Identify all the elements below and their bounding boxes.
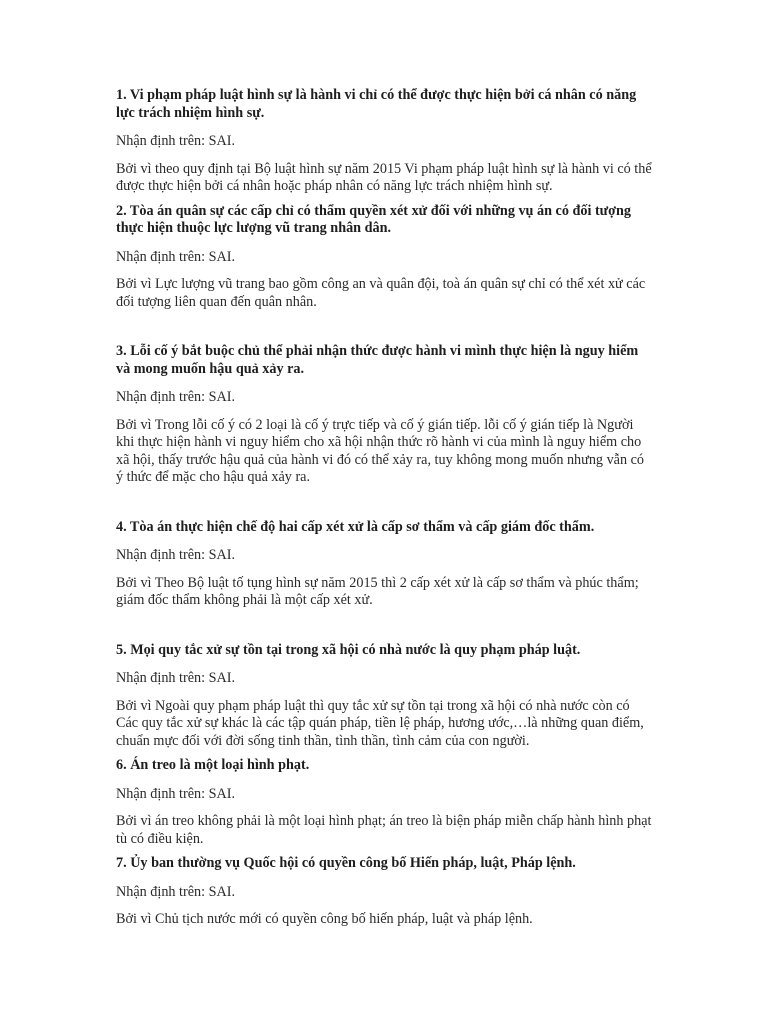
question-2-explanation: Bởi vì Lực lượng vũ trang bao gồm công an và quân đội, toà án quân sự chỉ có thể xét xử các đối tượng liên quan đến quân nhân. [116,276,646,310]
question-item-4 [116,519,654,610]
question-3-verdict: Nhận định trên: SAI. [116,389,236,405]
question-6-explanation: Bởi vì án treo không phải là một loại hình phạt; án treo là biện pháp miễn chấp hành hình phạt tù có điều kiện. [116,813,652,847]
question-3-explanation: Bởi vì Trong lỗi cố ý có 2 loại là cố ý trực tiếp và cố ý gián tiếp. lỗi cố ý gián tiếp là Người khi thực hiện hành vi nguy hiểm cho xã hội nhận thức rõ hành vi của mình là nguy hiểm cho xã hội, thấy trước hậu quả của hành vi đó có thể xảy ra, tuy không mong muốn nhưng vẫn có ý thức để mặc cho hậu quả xảy ra. [116,416,644,485]
spacer [116,487,654,519]
question-7-title: 7. Ủy ban thường vụ Quốc hội có quyền công bố Hiến pháp, luật, Pháp lệnh. [116,855,576,871]
question-item-2 [116,203,654,312]
question-6-title: 6. Án treo là một loại hình phạt. [116,757,310,773]
question-4-verdict: Nhận định trên: SAI. [116,547,236,563]
question-item-6 [116,757,654,848]
question-2-verdict: Nhận định trên: SAI. [116,248,236,265]
question-7-verdict: Nhận định trên: SAI. [116,883,236,900]
question-1-verdict: Nhận định trên: SAI. [116,133,236,149]
question-item-3 [116,343,654,487]
question-6-verdict: Nhận định trên: SAI. [116,785,236,802]
question-4-explanation: Bởi vì Theo Bộ luật tố tụng hình sự năm 2015 thì 2 cấp xét xử là cấp sơ thẩm và phúc thẩm; giám đốc thẩm không phải là một cấp xét xử. [116,574,639,608]
spacer [116,848,654,855]
question-5-title: 5. Mọi quy tắc xử sự tồn tại trong xã hội có nhà nước là quy phạm pháp luật. [116,641,581,658]
question-2-title: 2. Tòa án quân sự các cấp chỉ có thẩm quyền xét xử đối với những vụ án có đối tượng thực hiện thuộc lực lượng vũ trang nhân dân. [116,202,632,236]
document-page [116,87,654,929]
spacer [116,610,654,642]
spacer [116,311,654,343]
question-5-verdict: Nhận định trên: SAI. [116,670,236,686]
question-item-7 [116,855,654,929]
question-1-explanation: Bởi vì theo quy định tại Bộ luật hình sự năm 2015 Vi phạm pháp luật hình sự là hành vi có thể được thực hiện bởi cá nhân hoặc pháp nhân có năng lực trách nhiệm hình sự. [116,160,652,194]
spacer [116,196,654,203]
question-5-explanation: Bởi vì Ngoài quy phạm pháp luật thì quy tắc xử sự tồn tại trong xã hội có nhà nước còn có Các quy tắc xử sự khác là các tập quán pháp, tiền lệ pháp, hương ước,…là những quan điểm, chuẩn mực đối với đời sống tinh thần, tình thần, tình cảm của con người. [116,697,644,749]
question-3-title: 3. Lỗi cố ý bắt buộc chủ thể phải nhận thức được hành vi mình thực hiện là nguy hiểm và mong muốn hậu quả xảy ra. [116,343,639,377]
spacer [116,750,654,757]
question-item-1 [116,87,654,196]
question-7-explanation: Bởi vì Chủ tịch nước mới có quyền công bố hiến pháp, luật và pháp lệnh. [116,911,533,927]
question-1-title: 1. Vi phạm pháp luật hình sự là hành vi chỉ có thể được thực hiện bởi cá nhân có năng lực trách nhiệm hình sự. [116,87,637,121]
question-item-5 [116,642,654,751]
question-4-title: 4. Tòa án thực hiện chế độ hai cấp xét xử là cấp sơ thẩm và cấp giám đốc thẩm. [116,518,595,535]
